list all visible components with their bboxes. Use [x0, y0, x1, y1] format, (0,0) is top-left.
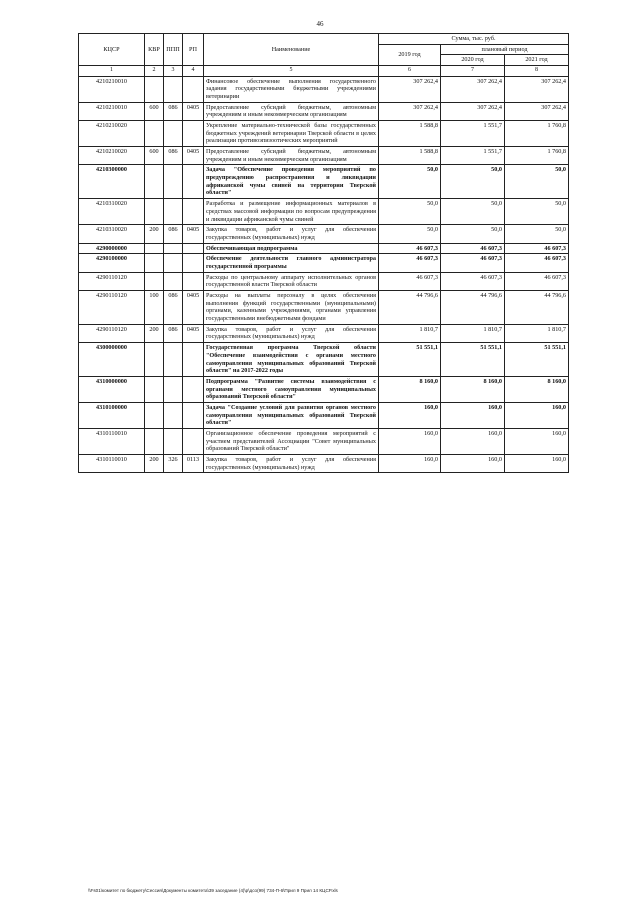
name-cell: Задача "Создание условий для развития органов местного самоуправления муниципальных образований Тверской области" — [204, 402, 379, 428]
kvr-cell — [145, 254, 164, 272]
kvr-cell — [145, 402, 164, 428]
rp-cell — [183, 165, 204, 199]
kvr-cell — [145, 76, 164, 102]
header-2020: 2020 год — [441, 55, 505, 66]
name-cell: Закупка товаров, работ и услуг для обеспечения государственных (муниципальных) нужд — [204, 225, 379, 243]
amount-2019-cell: 50,0 — [379, 199, 441, 225]
amount-2020-cell: 8 160,0 — [441, 376, 505, 402]
index-cell: 4 — [183, 66, 204, 76]
rp-cell — [183, 243, 204, 254]
rp-cell — [183, 402, 204, 428]
ppp-cell: 086 — [164, 102, 183, 120]
amount-2019-cell: 50,0 — [379, 165, 441, 199]
ppp-cell: 326 — [164, 455, 183, 473]
table-body — [79, 76, 569, 473]
amount-2020-cell: 50,0 — [441, 199, 505, 225]
amount-2019-cell: 307 262,4 — [379, 102, 441, 120]
amount-2019-cell: 160,0 — [379, 429, 441, 455]
amount-2021-cell: 50,0 — [505, 199, 569, 225]
table-row — [79, 376, 569, 402]
name-cell: Задача "Обеспечение проведения мероприятий по предупреждению распространения и ликвидации африканской чумы свиней на территории Тверской области" — [204, 165, 379, 199]
kcsr-cell: 4210210020 — [79, 147, 145, 165]
amount-2019-cell: 1 810,7 — [379, 324, 441, 342]
amount-2021-cell: 1 760,8 — [505, 120, 569, 146]
rp-cell — [183, 376, 204, 402]
ppp-cell — [164, 199, 183, 225]
kcsr-cell: 4290110120 — [79, 291, 145, 325]
amount-2021-cell: 1 760,8 — [505, 147, 569, 165]
rp-cell — [183, 120, 204, 146]
amount-2019-cell: 1 588,8 — [379, 120, 441, 146]
kcsr-cell: 4210300000 — [79, 165, 145, 199]
table-row — [79, 324, 569, 342]
kcsr-cell: 4210210010 — [79, 76, 145, 102]
name-cell: Финансовое обеспечение выполнения государственного задания государственными бюджетными учреждениями ветеринарии — [204, 76, 379, 102]
ppp-cell: 086 — [164, 225, 183, 243]
rp-cell: 0405 — [183, 324, 204, 342]
rp-cell — [183, 343, 204, 377]
amount-2019-cell: 44 796,6 — [379, 291, 441, 325]
ppp-cell — [164, 243, 183, 254]
kcsr-cell: 4290110120 — [79, 272, 145, 290]
table-row — [79, 343, 569, 377]
amount-2019-cell: 51 551,1 — [379, 343, 441, 377]
amount-2020-cell: 50,0 — [441, 165, 505, 199]
ppp-cell: 086 — [164, 324, 183, 342]
name-cell: Закупка товаров, работ и услуг для обеспечения государственных (муниципальных) нужд — [204, 455, 379, 473]
table-row — [79, 455, 569, 473]
amount-2021-cell: 50,0 — [505, 165, 569, 199]
kvr-cell — [145, 429, 164, 455]
header-kcsr: КЦСР — [79, 34, 145, 66]
name-cell: Расходы по центральному аппарату исполнительных органов государственной власти Тверской области — [204, 272, 379, 290]
header-name: Наименование — [204, 34, 379, 66]
name-cell: Организационное обеспечение проведения мероприятий с участием представителей Ассоциации "Совет муниципальных образований Тверской области" — [204, 429, 379, 455]
rp-cell: 0405 — [183, 225, 204, 243]
amount-2020-cell: 307 262,4 — [441, 76, 505, 102]
amount-2021-cell: 8 160,0 — [505, 376, 569, 402]
table-row — [79, 102, 569, 120]
amount-2021-cell: 44 796,6 — [505, 291, 569, 325]
amount-2021-cell: 46 607,3 — [505, 272, 569, 290]
table-row — [79, 165, 569, 199]
kvr-cell: 200 — [145, 324, 164, 342]
kvr-cell: 200 — [145, 225, 164, 243]
index-cell: 6 — [379, 66, 441, 76]
table-row — [79, 272, 569, 290]
header-ppp: ППП — [164, 34, 183, 66]
amount-2020-cell: 50,0 — [441, 225, 505, 243]
index-cell: 3 — [164, 66, 183, 76]
name-cell: Укрепление материально-технической базы государственных бюджетных учреждений ветеринарии Тверской области в целях реализации противоэпизоотических мероприятий — [204, 120, 379, 146]
amount-2020-cell: 1 551,7 — [441, 147, 505, 165]
kcsr-cell: 4210310020 — [79, 225, 145, 243]
rp-cell — [183, 254, 204, 272]
ppp-cell — [164, 165, 183, 199]
kcsr-cell: 4210210020 — [79, 120, 145, 146]
amount-2020-cell: 46 607,3 — [441, 272, 505, 290]
kcsr-cell: 4310110010 — [79, 455, 145, 473]
amount-2019-cell: 1 588,8 — [379, 147, 441, 165]
rp-cell — [183, 76, 204, 102]
rp-cell: 0405 — [183, 102, 204, 120]
kcsr-cell: 4290100000 — [79, 254, 145, 272]
index-cell: 2 — [145, 66, 164, 76]
amount-2020-cell: 51 551,1 — [441, 343, 505, 377]
file-path-footer: \\Fs01\комитет по бюджету\Сессия\Документы комитета\39 заседание (4)\р\дсо(99) 734-П-6\Прил 9 Прил 14 КЦСР.xls — [88, 888, 338, 893]
kvr-cell: 100 — [145, 291, 164, 325]
kvr-cell: 600 — [145, 102, 164, 120]
index-cell: 5 — [204, 66, 379, 76]
kvr-cell: 600 — [145, 147, 164, 165]
table-row — [79, 254, 569, 272]
amount-2021-cell: 51 551,1 — [505, 343, 569, 377]
amount-2019-cell: 160,0 — [379, 455, 441, 473]
header-2019: 2019 год — [379, 44, 441, 65]
table-row — [79, 76, 569, 102]
rp-cell — [183, 272, 204, 290]
amount-2019-cell: 8 160,0 — [379, 376, 441, 402]
table-row — [79, 429, 569, 455]
header-planned-period: плановый период — [441, 44, 569, 55]
amount-2019-cell: 46 607,3 — [379, 243, 441, 254]
amount-2020-cell: 1 810,7 — [441, 324, 505, 342]
amount-2021-cell: 50,0 — [505, 225, 569, 243]
name-cell: Разработка и размещение информационных материалов в средствах массовой информации по вопросам предупреждения и ликвидации африканской чумы свиней — [204, 199, 379, 225]
index-cell: 8 — [505, 66, 569, 76]
header-rp: РП — [183, 34, 204, 66]
index-cell: 7 — [441, 66, 505, 76]
kcsr-cell: 4300000000 — [79, 343, 145, 377]
name-cell: Обеспечивающая подпрограмма — [204, 243, 379, 254]
amount-2020-cell: 160,0 — [441, 455, 505, 473]
ppp-cell — [164, 254, 183, 272]
amount-2020-cell: 160,0 — [441, 429, 505, 455]
header-sum: Сумма, тыс. руб. — [379, 34, 569, 45]
amount-2019-cell: 46 607,3 — [379, 254, 441, 272]
header-2021: 2021 год — [505, 55, 569, 66]
amount-2019-cell: 46 607,3 — [379, 272, 441, 290]
table-row — [79, 120, 569, 146]
name-cell: Предоставление субсидий бюджетным, автономным учреждениям и иным некоммерческим организациям — [204, 147, 379, 165]
kvr-cell — [145, 199, 164, 225]
kvr-cell — [145, 120, 164, 146]
ppp-cell — [164, 76, 183, 102]
amount-2021-cell: 46 607,3 — [505, 243, 569, 254]
ppp-cell — [164, 429, 183, 455]
ppp-cell: 086 — [164, 147, 183, 165]
name-cell: Подпрограмма "Развитие системы взаимодействия с органами местного самоуправления муниципальных образований Тверской области" — [204, 376, 379, 402]
table-row — [79, 147, 569, 165]
amount-2021-cell: 46 607,3 — [505, 254, 569, 272]
ppp-cell — [164, 120, 183, 146]
ppp-cell — [164, 272, 183, 290]
amount-2019-cell: 160,0 — [379, 402, 441, 428]
amount-2020-cell: 46 607,3 — [441, 254, 505, 272]
kcsr-cell: 4290110120 — [79, 324, 145, 342]
ppp-cell — [164, 376, 183, 402]
kcsr-cell: 4290000000 — [79, 243, 145, 254]
kvr-cell — [145, 343, 164, 377]
amount-2020-cell: 307 262,4 — [441, 102, 505, 120]
amount-2019-cell: 50,0 — [379, 225, 441, 243]
rp-cell: 0113 — [183, 455, 204, 473]
table-row — [79, 402, 569, 428]
kvr-cell: 200 — [145, 455, 164, 473]
amount-2019-cell: 307 262,4 — [379, 76, 441, 102]
ppp-cell: 086 — [164, 291, 183, 325]
rp-cell: 0405 — [183, 291, 204, 325]
amount-2020-cell: 1 551,7 — [441, 120, 505, 146]
amount-2021-cell: 307 262,4 — [505, 102, 569, 120]
rp-cell — [183, 199, 204, 225]
table-row — [79, 291, 569, 325]
amount-2021-cell: 160,0 — [505, 402, 569, 428]
table-row — [79, 243, 569, 254]
page-number: 46 — [316, 20, 324, 28]
amount-2021-cell: 1 810,7 — [505, 324, 569, 342]
amount-2020-cell: 46 607,3 — [441, 243, 505, 254]
table-row — [79, 225, 569, 243]
header-kvr: КВР — [145, 34, 164, 66]
ppp-cell — [164, 402, 183, 428]
name-cell: Расходы на выплаты персоналу в целях обеспечения выполнения функций государственными (муниципальными) органами, казенными учреждениями, органами управления государственными внебюджетными фондами — [204, 291, 379, 325]
amount-2021-cell: 307 262,4 — [505, 76, 569, 102]
amount-2020-cell: 44 796,6 — [441, 291, 505, 325]
index-cell: 1 — [79, 66, 145, 76]
budget-table — [78, 33, 569, 473]
rp-cell — [183, 429, 204, 455]
table-row — [79, 199, 569, 225]
kcsr-cell: 4310100000 — [79, 402, 145, 428]
kcsr-cell: 4310000000 — [79, 376, 145, 402]
name-cell: Государственная программа Тверской области "Обеспечение взаимодействия с органами местного самоуправления муниципальных образований Тверской области" на 2017-2022 годы — [204, 343, 379, 377]
kvr-cell — [145, 376, 164, 402]
rp-cell: 0405 — [183, 147, 204, 165]
amount-2021-cell: 160,0 — [505, 455, 569, 473]
name-cell: Обеспечение деятельности главного администратора государственной программы — [204, 254, 379, 272]
name-cell: Предоставление субсидий бюджетным, автономным учреждениям и иным некоммерческим организациям — [204, 102, 379, 120]
kvr-cell — [145, 165, 164, 199]
amount-2021-cell: 160,0 — [505, 429, 569, 455]
kcsr-cell: 4210310020 — [79, 199, 145, 225]
amount-2020-cell: 160,0 — [441, 402, 505, 428]
name-cell: Закупка товаров, работ и услуг для обеспечения государственных (муниципальных) нужд — [204, 324, 379, 342]
kvr-cell — [145, 272, 164, 290]
kvr-cell — [145, 243, 164, 254]
kcsr-cell: 4210210010 — [79, 102, 145, 120]
kcsr-cell: 4310110010 — [79, 429, 145, 455]
ppp-cell — [164, 343, 183, 377]
